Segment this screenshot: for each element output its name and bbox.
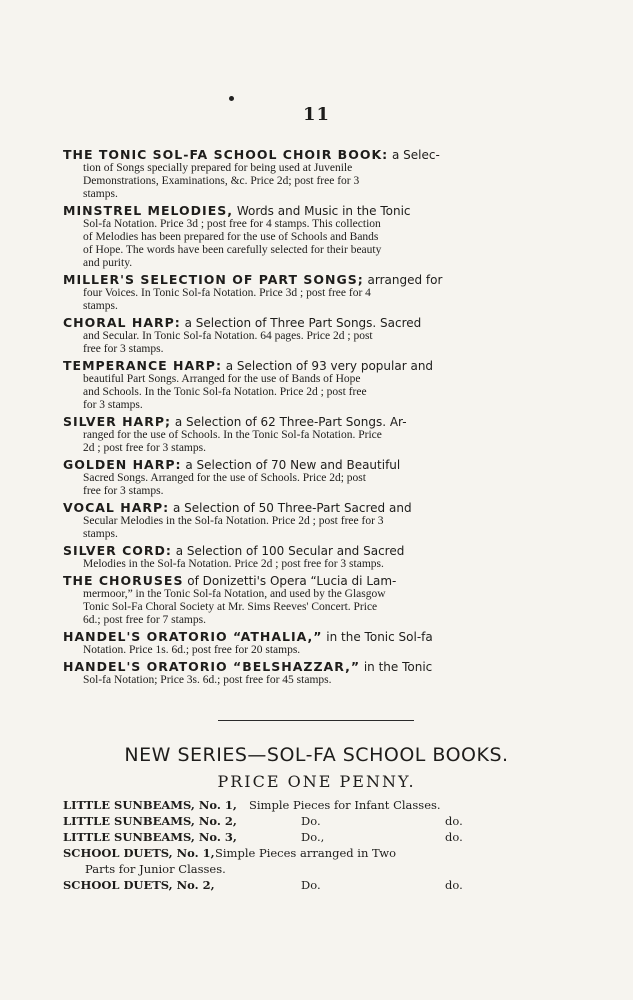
catalog-entry bbox=[63, 630, 515, 657]
entry-description-line: stamps. bbox=[83, 300, 118, 312]
entry-description-line: free for 3 stamps. bbox=[83, 485, 164, 497]
catalog-entry bbox=[63, 359, 515, 412]
entry-intro: a Selec- bbox=[388, 148, 440, 162]
entry-title: TEMPERANCE HARP: bbox=[63, 359, 222, 373]
entry-intro: in the Tonic Sol-fa bbox=[322, 630, 433, 644]
entry-first-line bbox=[63, 501, 515, 515]
page-number: 11 bbox=[302, 104, 331, 125]
entry-title: HANDEL'S ORATORIO “BELSHAZZAR,” bbox=[63, 660, 361, 674]
entry-title: SILVER CORD: bbox=[63, 544, 172, 558]
entry-first-line bbox=[63, 415, 515, 429]
entry-intro: a Selection of 70 New and Beautiful bbox=[181, 458, 401, 472]
catalog-entry bbox=[63, 316, 515, 356]
entry-title: THE CHORUSES bbox=[63, 574, 184, 588]
book-row bbox=[63, 814, 515, 830]
book-name: SCHOOL DUETS, No. 2, bbox=[63, 878, 215, 892]
entry-description-line: Sol-fa Notation. Price 3d ; post free for 4 stamps. This collection bbox=[83, 218, 381, 230]
school-books-list bbox=[63, 798, 515, 894]
entry-intro: Words and Music in the Tonic bbox=[233, 204, 411, 218]
ditto-mark: Do. bbox=[301, 814, 321, 828]
entry-first-line bbox=[63, 574, 515, 588]
entry-first-line bbox=[63, 544, 515, 558]
entry-title: MINSTREL MELODIES, bbox=[63, 204, 234, 218]
catalog-entry bbox=[63, 660, 515, 687]
book-row bbox=[63, 878, 515, 894]
entry-title: CHORAL HARP: bbox=[63, 316, 181, 330]
entry-description-line: 6d.; post free for 7 stamps. bbox=[83, 614, 206, 626]
entry-description-line: mermoor,” in the Tonic Sol-fa Notation, and used by the Glasgow bbox=[83, 588, 386, 600]
entry-description-line: and Schools. In the Tonic Sol-fa Notation. Price 2d ; post free bbox=[83, 386, 367, 398]
entry-intro: a Selection of 93 very popular and bbox=[221, 359, 434, 373]
entry-description-line: and purity. bbox=[83, 257, 133, 269]
entry-title: GOLDEN HARP: bbox=[63, 458, 182, 472]
entry-first-line bbox=[63, 458, 515, 472]
entry-description-line: Sacred Songs. Arranged for the use of Schools. Price 2d; post bbox=[83, 472, 366, 484]
entry-title: VOCAL HARP: bbox=[63, 501, 170, 515]
entry-description-line: Tonic Sol-Fa Choral Society at Mr. Sims Reeves' Concert. Price bbox=[83, 601, 378, 613]
book-row bbox=[63, 830, 515, 846]
catalog-entry bbox=[63, 204, 515, 270]
catalog-entry bbox=[63, 458, 515, 498]
entry-intro: a Selection of Three Part Songs. Sacred bbox=[180, 316, 422, 330]
entry-first-line bbox=[63, 660, 515, 674]
entry-description-line: Melodies in the Sol-fa Notation. Price 2d ; post free for 3 stamps. bbox=[83, 558, 384, 570]
entry-intro: a Selection of 100 Secular and Sacred bbox=[171, 544, 405, 558]
entry-title: HANDEL'S ORATORIO “ATHALIA,” bbox=[63, 630, 323, 644]
entry-description-line: free for 3 stamps. bbox=[83, 343, 164, 355]
ditto-mark: Do. bbox=[301, 878, 321, 892]
entry-description-line: Secular Melodies in the Sol-fa Notation. Price 2d ; post free for 3 bbox=[83, 515, 384, 527]
entry-title: THE TONIC SOL-FA SCHOOL CHOIR BOOK: bbox=[63, 148, 389, 162]
book-description: Simple Pieces arranged in Two bbox=[215, 846, 397, 860]
catalog-entry bbox=[63, 501, 515, 541]
section-divider bbox=[218, 720, 414, 721]
section-subheading: PRICE ONE PENNY. bbox=[217, 772, 416, 791]
entry-intro: of Donizetti's Opera “Lucia di Lam- bbox=[183, 574, 397, 588]
entry-title: SILVER HARP; bbox=[63, 415, 172, 429]
ditto-mark: Do., bbox=[301, 830, 325, 844]
entry-first-line bbox=[63, 316, 515, 330]
entry-description-line: four Voices. In Tonic Sol-fa Notation. Price 3d ; post free for 4 bbox=[83, 287, 371, 299]
entry-intro: a Selection of 50 Three-Part Sacred and bbox=[169, 501, 412, 515]
entry-title: MILLER'S SELECTION OF PART SONGS; bbox=[63, 273, 364, 287]
ink-dot bbox=[229, 96, 234, 101]
ditto-mark: do. bbox=[445, 878, 463, 892]
entry-description-line: and Secular. In Tonic Sol-fa Notation. 64 pages. Price 2d ; post bbox=[83, 330, 373, 342]
book-name: LITTLE SUNBEAMS, No. 1, bbox=[63, 798, 237, 812]
entry-first-line bbox=[63, 273, 515, 287]
catalog-entry bbox=[63, 415, 515, 455]
entry-first-line bbox=[63, 148, 515, 162]
entry-description-line: ranged for the use of Schools. In the Tonic Sol-fa Notation. Price bbox=[83, 429, 382, 441]
entry-description-line: stamps. bbox=[83, 188, 118, 200]
entry-intro: a Selection of 62 Three-Part Songs. Ar- bbox=[171, 415, 407, 429]
ditto-mark: do. bbox=[445, 830, 463, 844]
entry-first-line bbox=[63, 630, 515, 644]
entry-first-line bbox=[63, 359, 515, 373]
book-name: LITTLE SUNBEAMS, No. 2, bbox=[63, 814, 237, 828]
entry-description-line: of Melodies has been prepared for the use of Schools and Bands bbox=[83, 231, 379, 243]
book-row bbox=[63, 846, 515, 862]
entry-description-line: stamps. bbox=[83, 528, 118, 540]
entry-description-line: of Hope. The words have been carefully selected for their beauty bbox=[83, 244, 382, 256]
entry-description-line: Demonstrations, Examinations, &c. Price 2d; post free for 3 bbox=[83, 175, 360, 187]
catalog-entry bbox=[63, 544, 515, 571]
entry-intro: in the Tonic bbox=[360, 660, 433, 674]
entry-description-line: Sol-fa Notation; Price 3s. 6d.; post free for 45 stamps. bbox=[83, 674, 332, 686]
book-description-continued: Parts for Junior Classes. bbox=[85, 862, 226, 876]
section-heading: NEW SERIES—SOL-FA SCHOOL BOOKS. bbox=[124, 744, 509, 766]
entry-description-line: Notation. Price 1s. 6d.; post free for 20 stamps. bbox=[83, 644, 301, 656]
catalog-entry bbox=[63, 273, 515, 313]
catalog-entry bbox=[63, 148, 515, 201]
book-name: LITTLE SUNBEAMS, No. 3, bbox=[63, 830, 237, 844]
ditto-mark: do. bbox=[445, 814, 463, 828]
entry-description-line: tion of Songs specially prepared for being used at Juvenile bbox=[83, 162, 353, 174]
catalog-list bbox=[63, 148, 515, 690]
entry-description-line: beautiful Part Songs. Arranged for the use of Bands of Hope bbox=[83, 373, 361, 385]
entry-intro: arranged for bbox=[363, 273, 443, 287]
book-row bbox=[63, 798, 515, 814]
entry-first-line bbox=[63, 204, 515, 218]
entry-description-line: for 3 stamps. bbox=[83, 399, 143, 411]
book-description: Simple Pieces for Infant Classes. bbox=[249, 798, 441, 812]
catalog-entry bbox=[63, 574, 515, 627]
book-name: SCHOOL DUETS, No. 1, bbox=[63, 846, 215, 860]
entry-description-line: 2d ; post free for 3 stamps. bbox=[83, 442, 206, 454]
